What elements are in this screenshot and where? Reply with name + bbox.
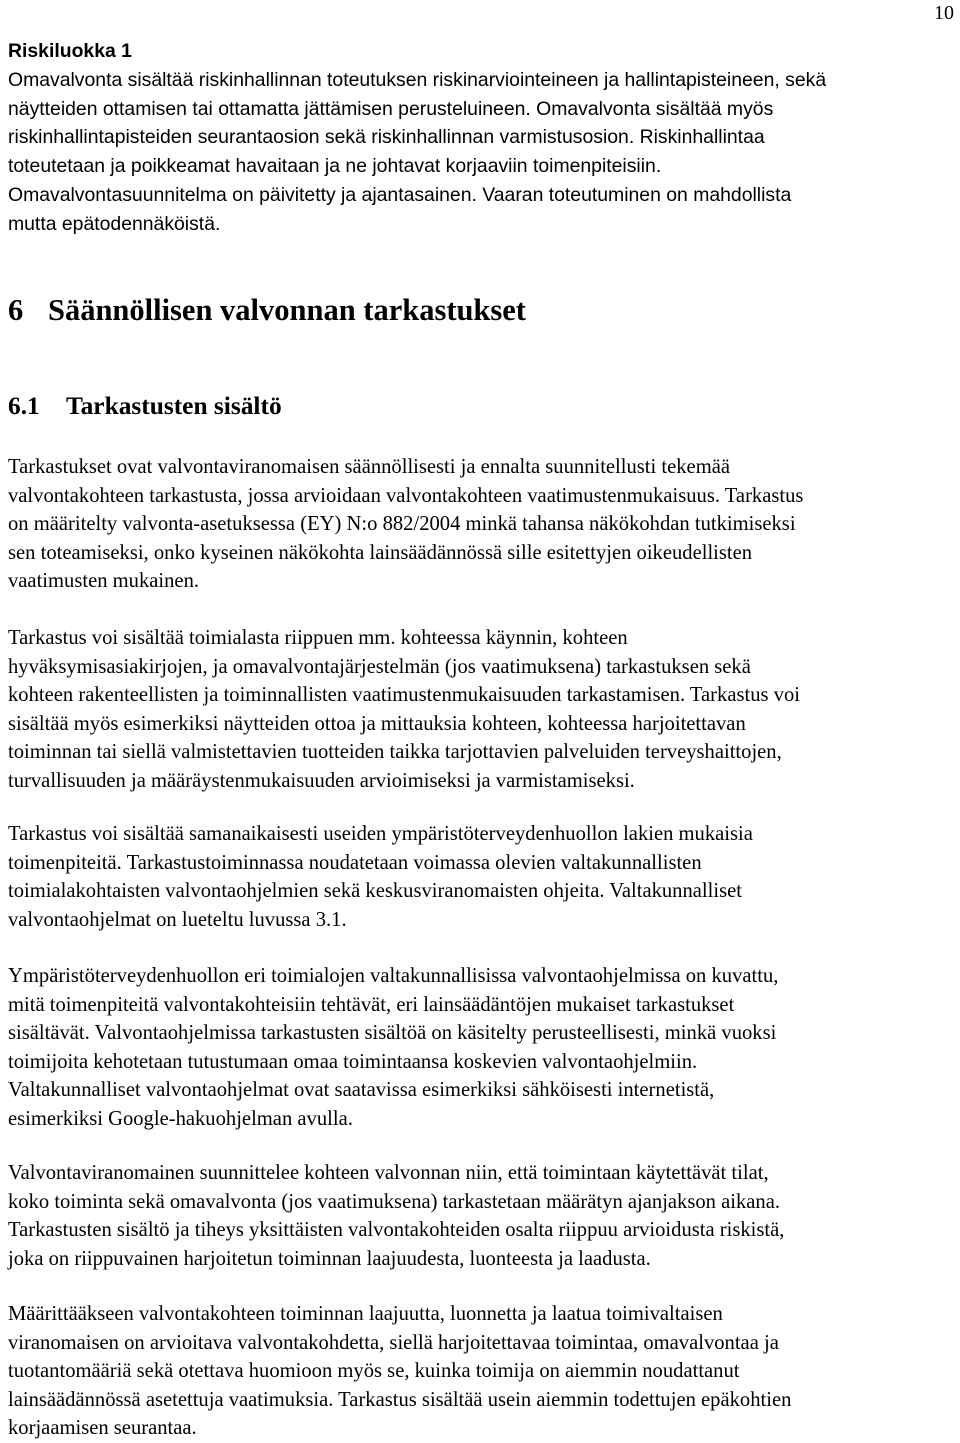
- section-number: 6: [8, 293, 24, 327]
- paragraph-6: [8, 1300, 958, 1443]
- paragraph-line: Valvontaviranomainen suunnittelee kohteen valvonnan niin, että toimintaan käytettävät tilat,: [8, 1162, 769, 1184]
- page-number: 10: [934, 2, 954, 24]
- paragraph-line: valvontaohjelmat on lueteltu luvussa 3.1.: [8, 908, 347, 931]
- paragraph-1: [8, 453, 958, 596]
- subsection-heading: [8, 389, 282, 423]
- paragraph-line: turvallisuuden ja määräystenmukaisuuden arvioimiseksi ja varmistamiseksi.: [8, 769, 635, 792]
- paragraph-line: sisältää myös esimerkiksi näytteiden ottoa ja mittauksia kohteen, kohteessa harjoitettavan: [8, 712, 746, 735]
- section-heading: [8, 290, 526, 330]
- risk-class-line: toteutetaan ja poikkeamat havaitaan ja ne johtavat korjaaviin toimenpiteisiin.: [8, 155, 662, 178]
- paragraph-line: Tarkastusten sisältö ja tiheys yksittäisten valvontakohteiden osalta riippuu arvioidusta riskistä,: [8, 1219, 785, 1242]
- paragraph-line: Tarkastus voi sisältää toimialasta riippuen mm. kohteessa käynnin, kohteen: [8, 627, 628, 649]
- paragraph-line: toimialakohtaisten valvontaohjelmien sekä keskusviranomaisten ohjeita. Valtakunnalliset: [8, 880, 742, 903]
- paragraph-line: sen toteamiseksi, onko kyseinen näkökohta lainsäädännössä sille esitettyjen oikeudellisten: [8, 541, 753, 564]
- risk-class-line: Omavalvontasuunnitelma on päivitetty ja ajantasainen. Vaaran toteutuminen on mahdollista: [8, 183, 792, 206]
- risk-class-line: riskinhallintapisteiden seurantaosion sekä riskinhallinnan varmistusosion. Riskinhallintaa: [8, 126, 765, 149]
- paragraph-5: [8, 1159, 958, 1273]
- paragraph-line: Määrittääkseen valvontakohteen toiminnan laajuutta, luonnetta ja laatua toimivaltaisen: [8, 1303, 723, 1325]
- paragraph-line: Tarkastukset ovat valvontaviranomaisen säännöllisesti ja ennalta suunnitellusti tekemää: [8, 456, 730, 478]
- paragraph-line: vaatimusten mukainen.: [8, 570, 200, 593]
- paragraph-line: on määritelty valvonta-asetuksessa (EY) N:o 882/2004 minkä tahansa näkökohdan tutkimiseksi: [8, 513, 796, 536]
- paragraph-line: Tarkastus voi sisältää samanaikaisesti useiden ympäristöterveydenhuollon lakien mukaisia: [8, 823, 753, 845]
- paragraph-line: Ympäristöterveydenhuollon eri toimialojen valtakunnallisissa valvontaohjelmissa on kuvattu,: [8, 965, 779, 987]
- paragraph-line: viranomaisen on arvioitava valvontakohdetta, siellä harjoitettavaa toimintaa, omavalvontaa ja: [8, 1331, 779, 1354]
- paragraph-line: sisältävät. Valvontaohjelmissa tarkastusten sisältöä on käsitelty perusteellisesti, minkä vuoksi: [8, 1022, 777, 1045]
- paragraph-line: Valtakunnalliset valvontaohjelmat ovat saatavissa esimerkiksi sähköisesti internetistä,: [8, 1079, 715, 1102]
- paragraph-line: toimenpiteitä. Tarkastustoiminnassa noudatetaan voimassa olevien valtakunnallisten: [8, 851, 702, 874]
- paragraph-line: valvontakohteen tarkastusta, jossa arvioidaan valvontakohteen vaatimustenmukaisuus. Tarkastus: [8, 484, 804, 507]
- paragraph-line: kohteen rakenteellisten ja toiminnallisten vaatimustenmukaisuuden tarkastamisen. Tarkastus voi: [8, 684, 800, 707]
- paragraph-line: joka on riippuvainen harjoitetun toiminnan laajuudesta, luonteesta ja laadusta.: [8, 1247, 651, 1270]
- paragraph-4: [8, 962, 958, 1134]
- paragraph-line: lainsäädännössä asetettuja vaatimuksia. Tarkastus sisältää usein aiemmin todettujen epäkohtien: [8, 1388, 792, 1411]
- paragraph-line: mitä toimenpiteitä valvontakohteisiin tehtävät, eri lainsäädäntöjen mukaiset tarkastukset: [8, 993, 735, 1016]
- risk-class-line: mutta epätodennäköistä.: [8, 212, 221, 235]
- paragraph-line: esimerkiksi Google-hakuohjelman avulla.: [8, 1107, 353, 1130]
- paragraph-line: koko toiminta sekä omavalvonta (jos vaatimuksena) tarkastetaan määrätyn ajanjakson aikana.: [8, 1190, 780, 1213]
- risk-class-label: Riskiluokka 1: [8, 40, 132, 62]
- paragraph-line: toimijoita kehotetaan tutustumaan omaa toimintaansa koskevien valvontaohjelmiin.: [8, 1050, 698, 1073]
- subsection-number: 6.1: [8, 392, 40, 420]
- paragraph-2: [8, 624, 958, 796]
- paragraph-line: korjaamisen seurantaa.: [8, 1417, 197, 1440]
- risk-class-line: näytteiden ottamisen tai ottamatta jättämisen perusteluineen. Omavalvonta sisältää myös: [8, 97, 774, 120]
- paragraph-line: tuotantomääriä sekä otettava huomioon myös se, kuinka toimija on aiemmin noudattanut: [8, 1360, 740, 1383]
- risk-class-block: [8, 37, 958, 239]
- risk-class-line: Omavalvonta sisältää riskinhallinnan toteutuksen riskinarviointeineen ja hallintapisteineen, sekä: [8, 68, 827, 91]
- paragraph-line: toiminnan tai siellä valmistettavien tuotteiden taikka tarjottavien palveluiden terveyshaittojen,: [8, 741, 782, 764]
- section-title: Säännöllisen valvonnan tarkastukset: [48, 293, 526, 327]
- paragraph-3: [8, 820, 958, 934]
- paragraph-line: hyväksymisasiakirjojen, ja omavalvontajärjestelmän (jos vaatimuksena) tarkastuksen sekä: [8, 655, 751, 678]
- subsection-title: Tarkastusten sisältö: [66, 392, 282, 420]
